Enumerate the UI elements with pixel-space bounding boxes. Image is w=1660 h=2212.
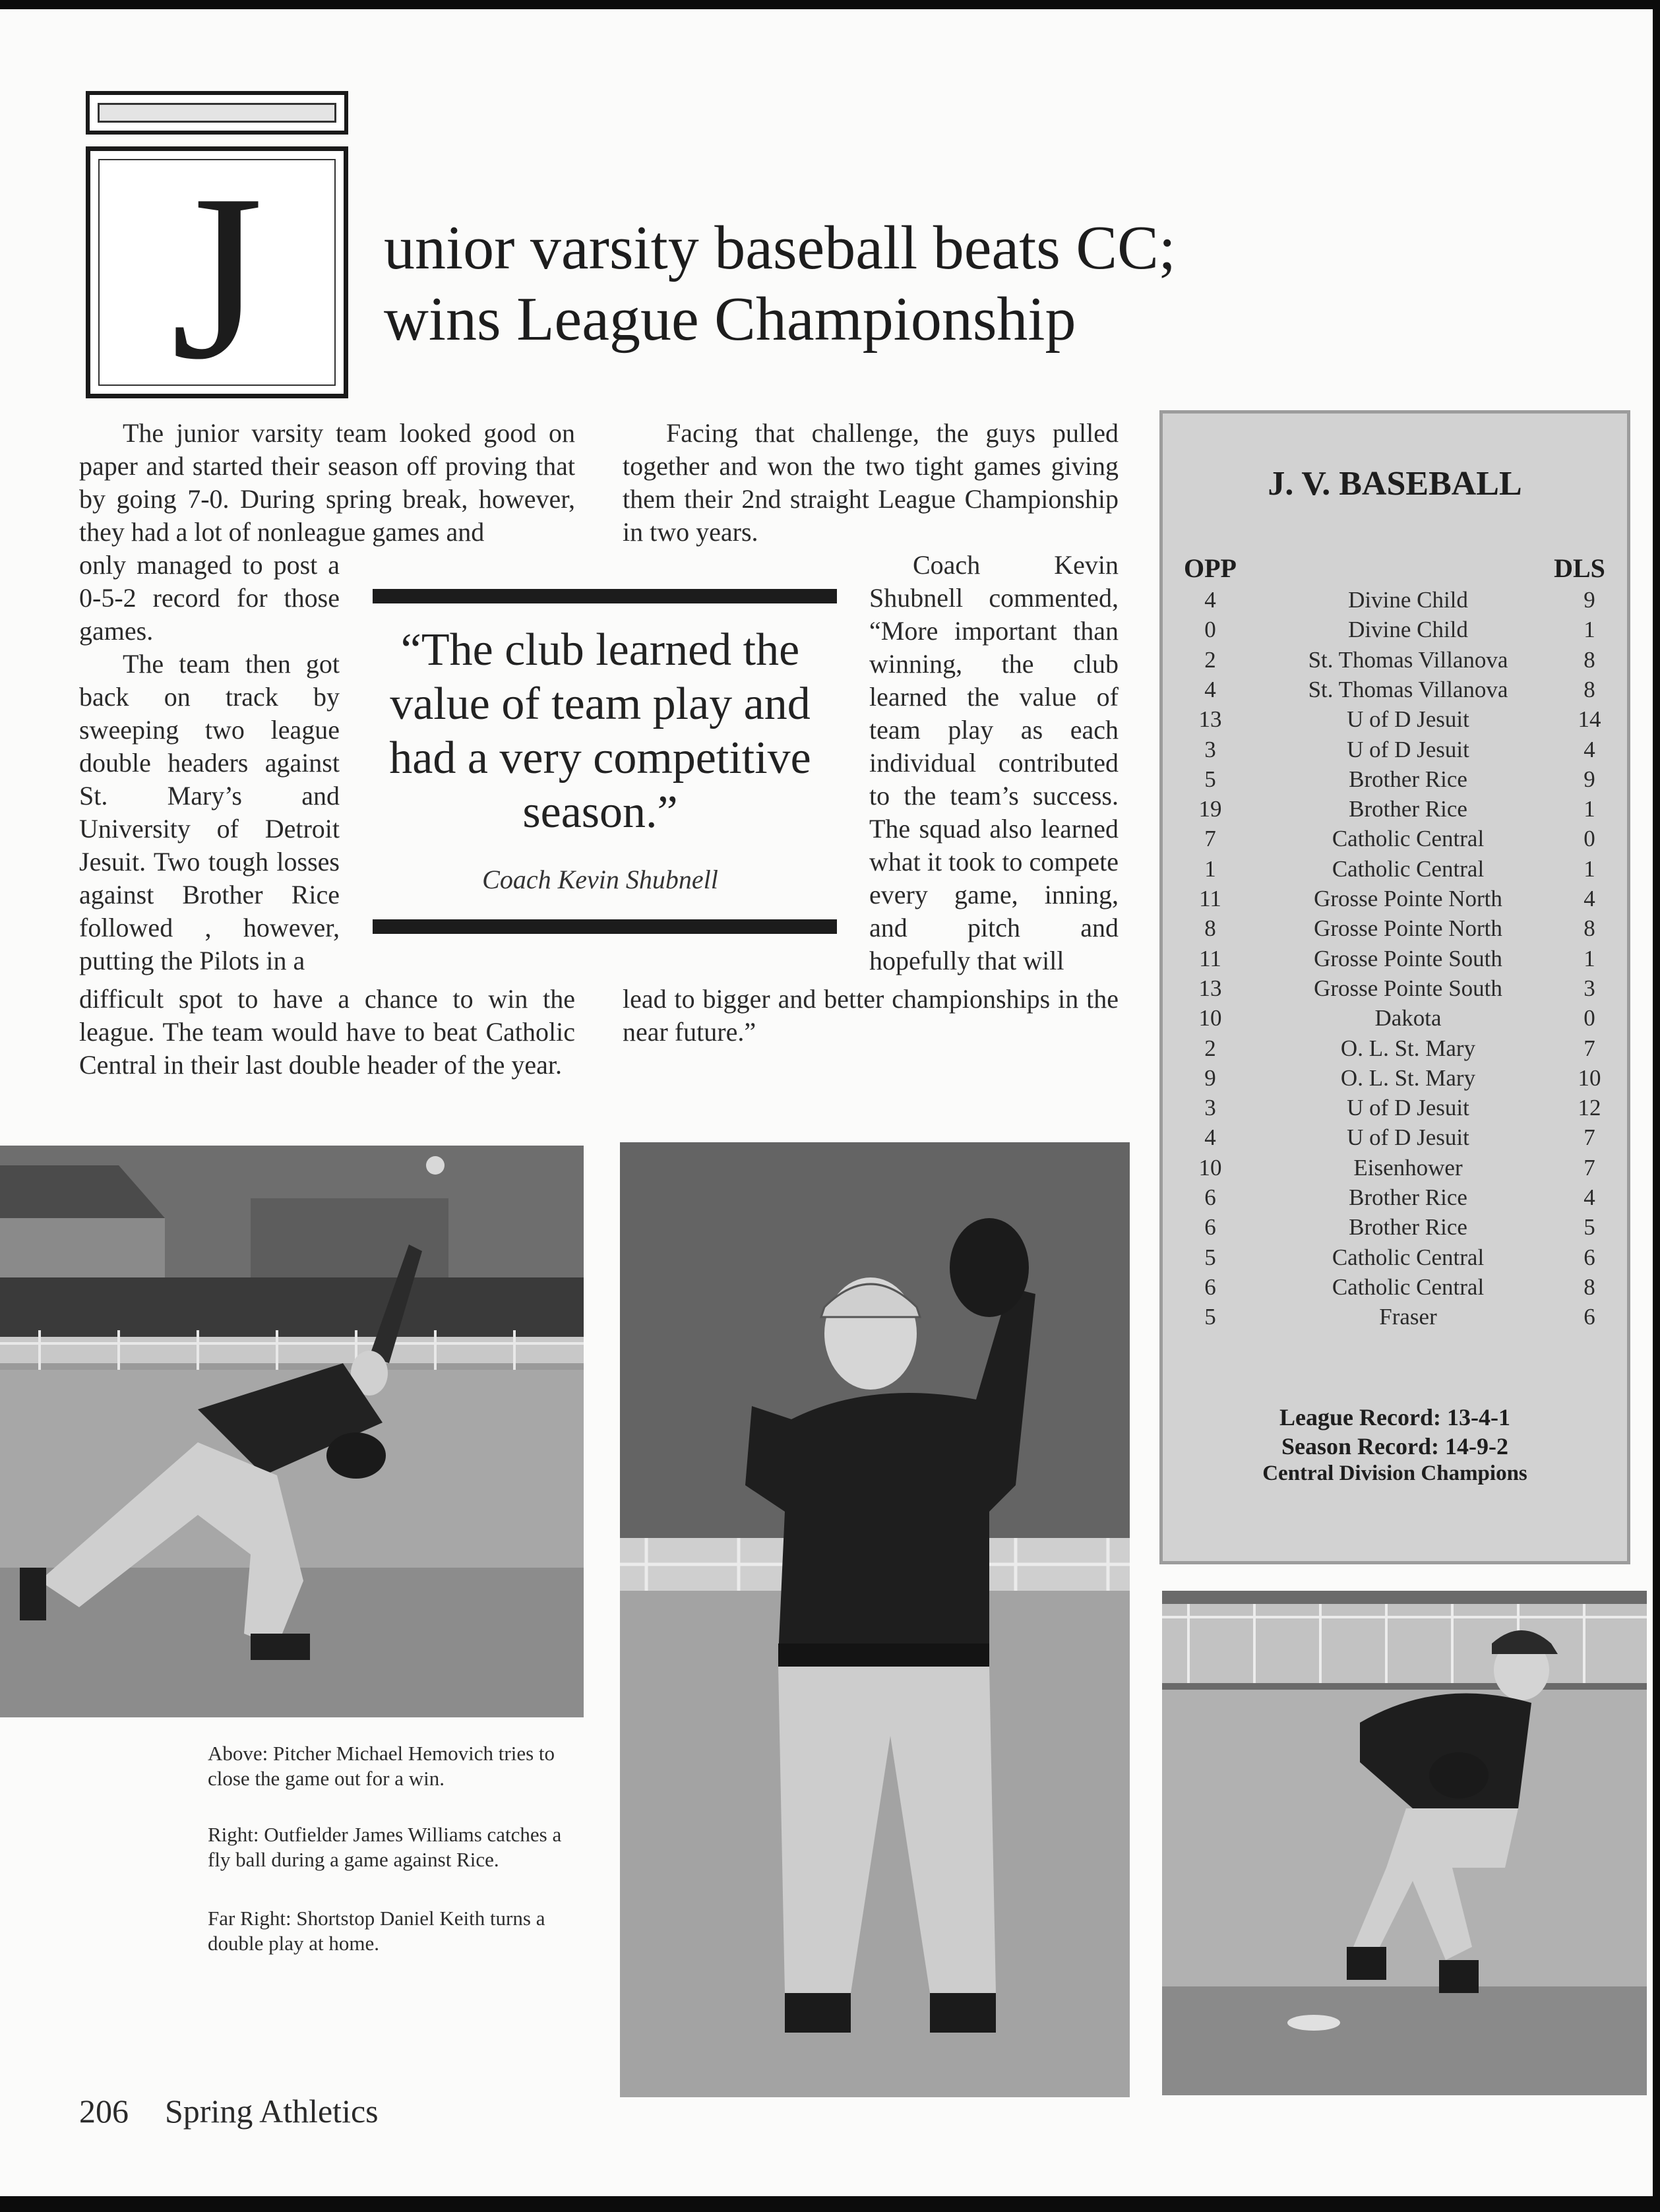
scoreboard-team: Grosse Pointe North xyxy=(1314,915,1502,942)
pull-quote-bottom-rule xyxy=(373,919,837,934)
scoreboard-row xyxy=(1171,974,1619,1003)
pull-quote-attribution: Coach Kevin Shubnell xyxy=(482,865,718,894)
scoreboard-opp-score: 11 xyxy=(1199,945,1221,971)
scoreboard-opp-score: 2 xyxy=(1204,646,1216,673)
article-col1-top: The junior varsity team looked good on paper and started their season off proving that by going 7-0. During spring break, however, they had a lot of nonleague games and xyxy=(79,418,575,547)
scoreboard-team: Divine Child xyxy=(1348,617,1468,643)
scoreboard-team: Brother Rice xyxy=(1349,796,1467,822)
scoreboard-dls-score: 4 xyxy=(1583,886,1595,911)
headline-line-2: wins League Championship xyxy=(384,285,1076,353)
folio xyxy=(79,2092,379,2130)
scoreboard-team: Catholic Central xyxy=(1332,855,1485,882)
scoreboard-row xyxy=(1171,1273,1619,1302)
scoreboard-team: O. L. St. Mary xyxy=(1340,1035,1476,1061)
scoreboard-opp-score: 6 xyxy=(1204,1184,1216,1210)
scoreboard-opp-score: 13 xyxy=(1198,975,1222,1001)
scoreboard-row xyxy=(1171,795,1619,824)
division-champions: Central Division Champions xyxy=(1262,1461,1527,1485)
season-record: Season Record: 14-9-2 xyxy=(1281,1433,1508,1459)
scoreboard-row xyxy=(1171,615,1619,644)
scoreboard-team: U of D Jesuit xyxy=(1347,1095,1469,1121)
scoreboard-dls-score: 8 xyxy=(1583,646,1595,673)
scoreboard-row xyxy=(1171,675,1619,704)
scoreboard-team: Eisenhower xyxy=(1353,1154,1463,1181)
scoreboard-row xyxy=(1171,824,1619,853)
caption-above: Above: Pitcher Michael Hemovich tries to close the game out for a win. xyxy=(208,1742,555,1790)
scoreboard-opp-score: 2 xyxy=(1204,1035,1216,1061)
scoreboard-dls-score: 9 xyxy=(1583,766,1595,792)
scoreboard-opp-score: 19 xyxy=(1198,796,1222,822)
scoreboard-opp-score: 3 xyxy=(1204,1095,1216,1121)
scoreboard-opp-score: 11 xyxy=(1199,886,1221,911)
scoreboard-dls-score: 7 xyxy=(1583,1124,1595,1151)
top-border xyxy=(0,0,1660,9)
scoreboard-header-dls: DLS xyxy=(1554,553,1605,583)
scoreboard-opp-score: 4 xyxy=(1204,1124,1216,1151)
scoreboard-dls-score: 9 xyxy=(1583,587,1595,613)
league-record: League Record: 13-4-1 xyxy=(1279,1404,1510,1430)
scoreboard-dls-score: 8 xyxy=(1583,915,1595,942)
scoreboard-team: Catholic Central xyxy=(1332,826,1485,852)
scoreboard-team: Catholic Central xyxy=(1332,1244,1485,1270)
scoreboard-dls-score: 10 xyxy=(1578,1064,1601,1091)
scoreboard-row xyxy=(1171,855,1619,884)
scoreboard-dls-score: 7 xyxy=(1583,1035,1595,1061)
scoreboard-opp-score: 10 xyxy=(1198,1154,1222,1181)
scoreboard-row xyxy=(1171,586,1619,615)
scoreboard-team: Dakota xyxy=(1374,1005,1442,1031)
scoreboard-opp-score: 9 xyxy=(1204,1064,1216,1091)
scoreboard-team: Brother Rice xyxy=(1349,1184,1467,1210)
scoreboard-row xyxy=(1171,1123,1619,1152)
scoreboard-opp-score: 4 xyxy=(1204,587,1216,613)
scoreboard-opp-score: 5 xyxy=(1204,766,1216,792)
article-col2-end: lead to bigger and better championships in the near future.” xyxy=(623,984,1119,1047)
article-col1-narrow-a: only managed to post a 0-5-2 record for those games. xyxy=(79,550,340,646)
scoreboard-header-opp: OPP xyxy=(1184,553,1237,583)
right-border xyxy=(1653,0,1660,2212)
headline xyxy=(384,212,1373,355)
scoreboard-dls-score: 0 xyxy=(1583,826,1595,852)
scoreboard-dls-score: 8 xyxy=(1583,676,1595,702)
photo-outfielder xyxy=(620,1142,1130,2097)
scoreboard-title: J. V. BASEBALL xyxy=(1268,465,1522,503)
page-number: 206 xyxy=(79,2093,129,2130)
scoreboard-team: Divine Child xyxy=(1348,587,1468,613)
scoreboard-dls-score: 0 xyxy=(1583,1005,1595,1031)
caption-right: Right: Outfielder James Williams catches a fly ball during a game against Rice. xyxy=(208,1823,562,1871)
scoreboard-row xyxy=(1171,1213,1619,1242)
scoreboard-opp-score: 13 xyxy=(1198,706,1222,733)
scoreboard-team: St. Thomas Villanova xyxy=(1308,646,1508,673)
scoreboard-team: Grosse Pointe South xyxy=(1314,945,1502,971)
photo-shortstop xyxy=(1162,1591,1647,2095)
scoreboard-dls-score: 8 xyxy=(1583,1274,1595,1300)
scoreboard-row xyxy=(1171,914,1619,943)
scoreboard-row xyxy=(1171,705,1619,734)
scoreboard-row xyxy=(1171,884,1619,913)
scoreboard-row xyxy=(1171,1004,1619,1033)
scoreboard-row xyxy=(1171,765,1619,794)
scoreboard-row xyxy=(1171,1034,1619,1063)
scoreboard-dls-score: 1 xyxy=(1583,855,1595,882)
section-name: Spring Athletics xyxy=(165,2093,379,2130)
caption-far-right: Far Right: Shortstop Daniel Keith turns a double play at home. xyxy=(208,1907,545,1955)
scoreboard-team: Grosse Pointe North xyxy=(1314,886,1502,911)
scoreboard-opp-score: 10 xyxy=(1198,1005,1222,1031)
scoreboard-row xyxy=(1171,1093,1619,1122)
scoreboard-opp-score: 4 xyxy=(1204,676,1216,702)
drop-cap-bar xyxy=(86,91,348,135)
scoreboard-opp-score: 6 xyxy=(1204,1274,1216,1300)
scoreboard-row xyxy=(1171,735,1619,764)
scoreboard-row xyxy=(1171,1153,1619,1183)
scoreboard-opp-score: 8 xyxy=(1204,915,1216,942)
scoreboard-team: U of D Jesuit xyxy=(1347,1124,1469,1151)
scoreboard-team: Catholic Central xyxy=(1332,1274,1485,1300)
scoreboard-row xyxy=(1171,1243,1619,1272)
scoreboard-dls-score: 4 xyxy=(1583,1184,1595,1210)
scoreboard-team: Grosse Pointe South xyxy=(1314,975,1502,1001)
scoreboard-opp-score: 5 xyxy=(1204,1304,1216,1330)
scoreboard-row xyxy=(1171,1183,1619,1212)
article-col2-top: Facing that challenge, the guys pulled together and won the two tight games giving them their 2nd straight League Championship in two years. xyxy=(623,418,1119,547)
scoreboard-row xyxy=(1171,944,1619,973)
scoreboard-dls-score: 4 xyxy=(1583,736,1595,762)
scoreboard-team: O. L. St. Mary xyxy=(1340,1064,1476,1091)
scoreboard-team: U of D Jesuit xyxy=(1347,736,1469,762)
article-col1-end: difficult spot to have a chance to win the league. The team would have to beat Catholic Central in their last double header of the year. xyxy=(79,984,575,1080)
scoreboard-dls-score: 14 xyxy=(1578,706,1601,733)
scoreboard-dls-score: 6 xyxy=(1583,1304,1595,1330)
scoreboard-team: U of D Jesuit xyxy=(1347,706,1469,733)
scoreboard-opp-score: 1 xyxy=(1204,855,1216,882)
photo-pitcher xyxy=(0,1146,584,1717)
scoreboard-dls-score: 5 xyxy=(1583,1214,1595,1241)
scoreboard-row xyxy=(1171,646,1619,675)
pull-quote-top-rule xyxy=(373,589,837,603)
scoreboard-dls-score: 1 xyxy=(1583,796,1595,822)
scoreboard-row xyxy=(1171,1064,1619,1093)
bottom-border xyxy=(0,2196,1660,2212)
article-col1-narrow-b: The team then got back on track by sweeping two league double headers against St. Mary’s and University of Detroit Jesuit. Two tough losses against Brother Rice followed , however, putting the Pilots in a xyxy=(79,649,340,975)
scoreboard-team: Fraser xyxy=(1379,1304,1437,1330)
scoreboard-opp-score: 6 xyxy=(1204,1214,1216,1241)
scoreboard-team: Brother Rice xyxy=(1349,1214,1467,1241)
scoreboard-row xyxy=(1171,1303,1619,1332)
scoreboard-dls-score: 12 xyxy=(1578,1095,1601,1121)
scoreboard-team: Brother Rice xyxy=(1349,766,1467,792)
scoreboard-dls-score: 1 xyxy=(1583,617,1595,643)
article-col2-narrow: Coach Kevin Shubnell commented, “More important than winning, the club learned the value of team play as each individual contributed to the team’s success. The squad also learned what it took to compete every game, inning, and pitch and hopefully that will xyxy=(869,550,1119,975)
scoreboard-dls-score: 7 xyxy=(1583,1154,1595,1181)
headline-line-1: unior varsity baseball beats CC; xyxy=(384,214,1176,282)
scoreboard-dls-score: 1 xyxy=(1583,945,1595,971)
scoreboard-opp-score: 3 xyxy=(1204,736,1216,762)
pull-quote: “The club learned the value of team play and had a very competitive season.” xyxy=(389,625,811,838)
scoreboard-team: St. Thomas Villanova xyxy=(1308,676,1508,702)
scoreboard-opp-score: 5 xyxy=(1204,1244,1216,1270)
scoreboard-dls-score: 3 xyxy=(1583,975,1595,1001)
scoreboard-opp-score: 7 xyxy=(1204,826,1216,852)
scoreboard-dls-score: 6 xyxy=(1583,1244,1595,1270)
scoreboard-opp-score: 0 xyxy=(1204,617,1216,643)
drop-cap-letter: J xyxy=(170,145,264,408)
